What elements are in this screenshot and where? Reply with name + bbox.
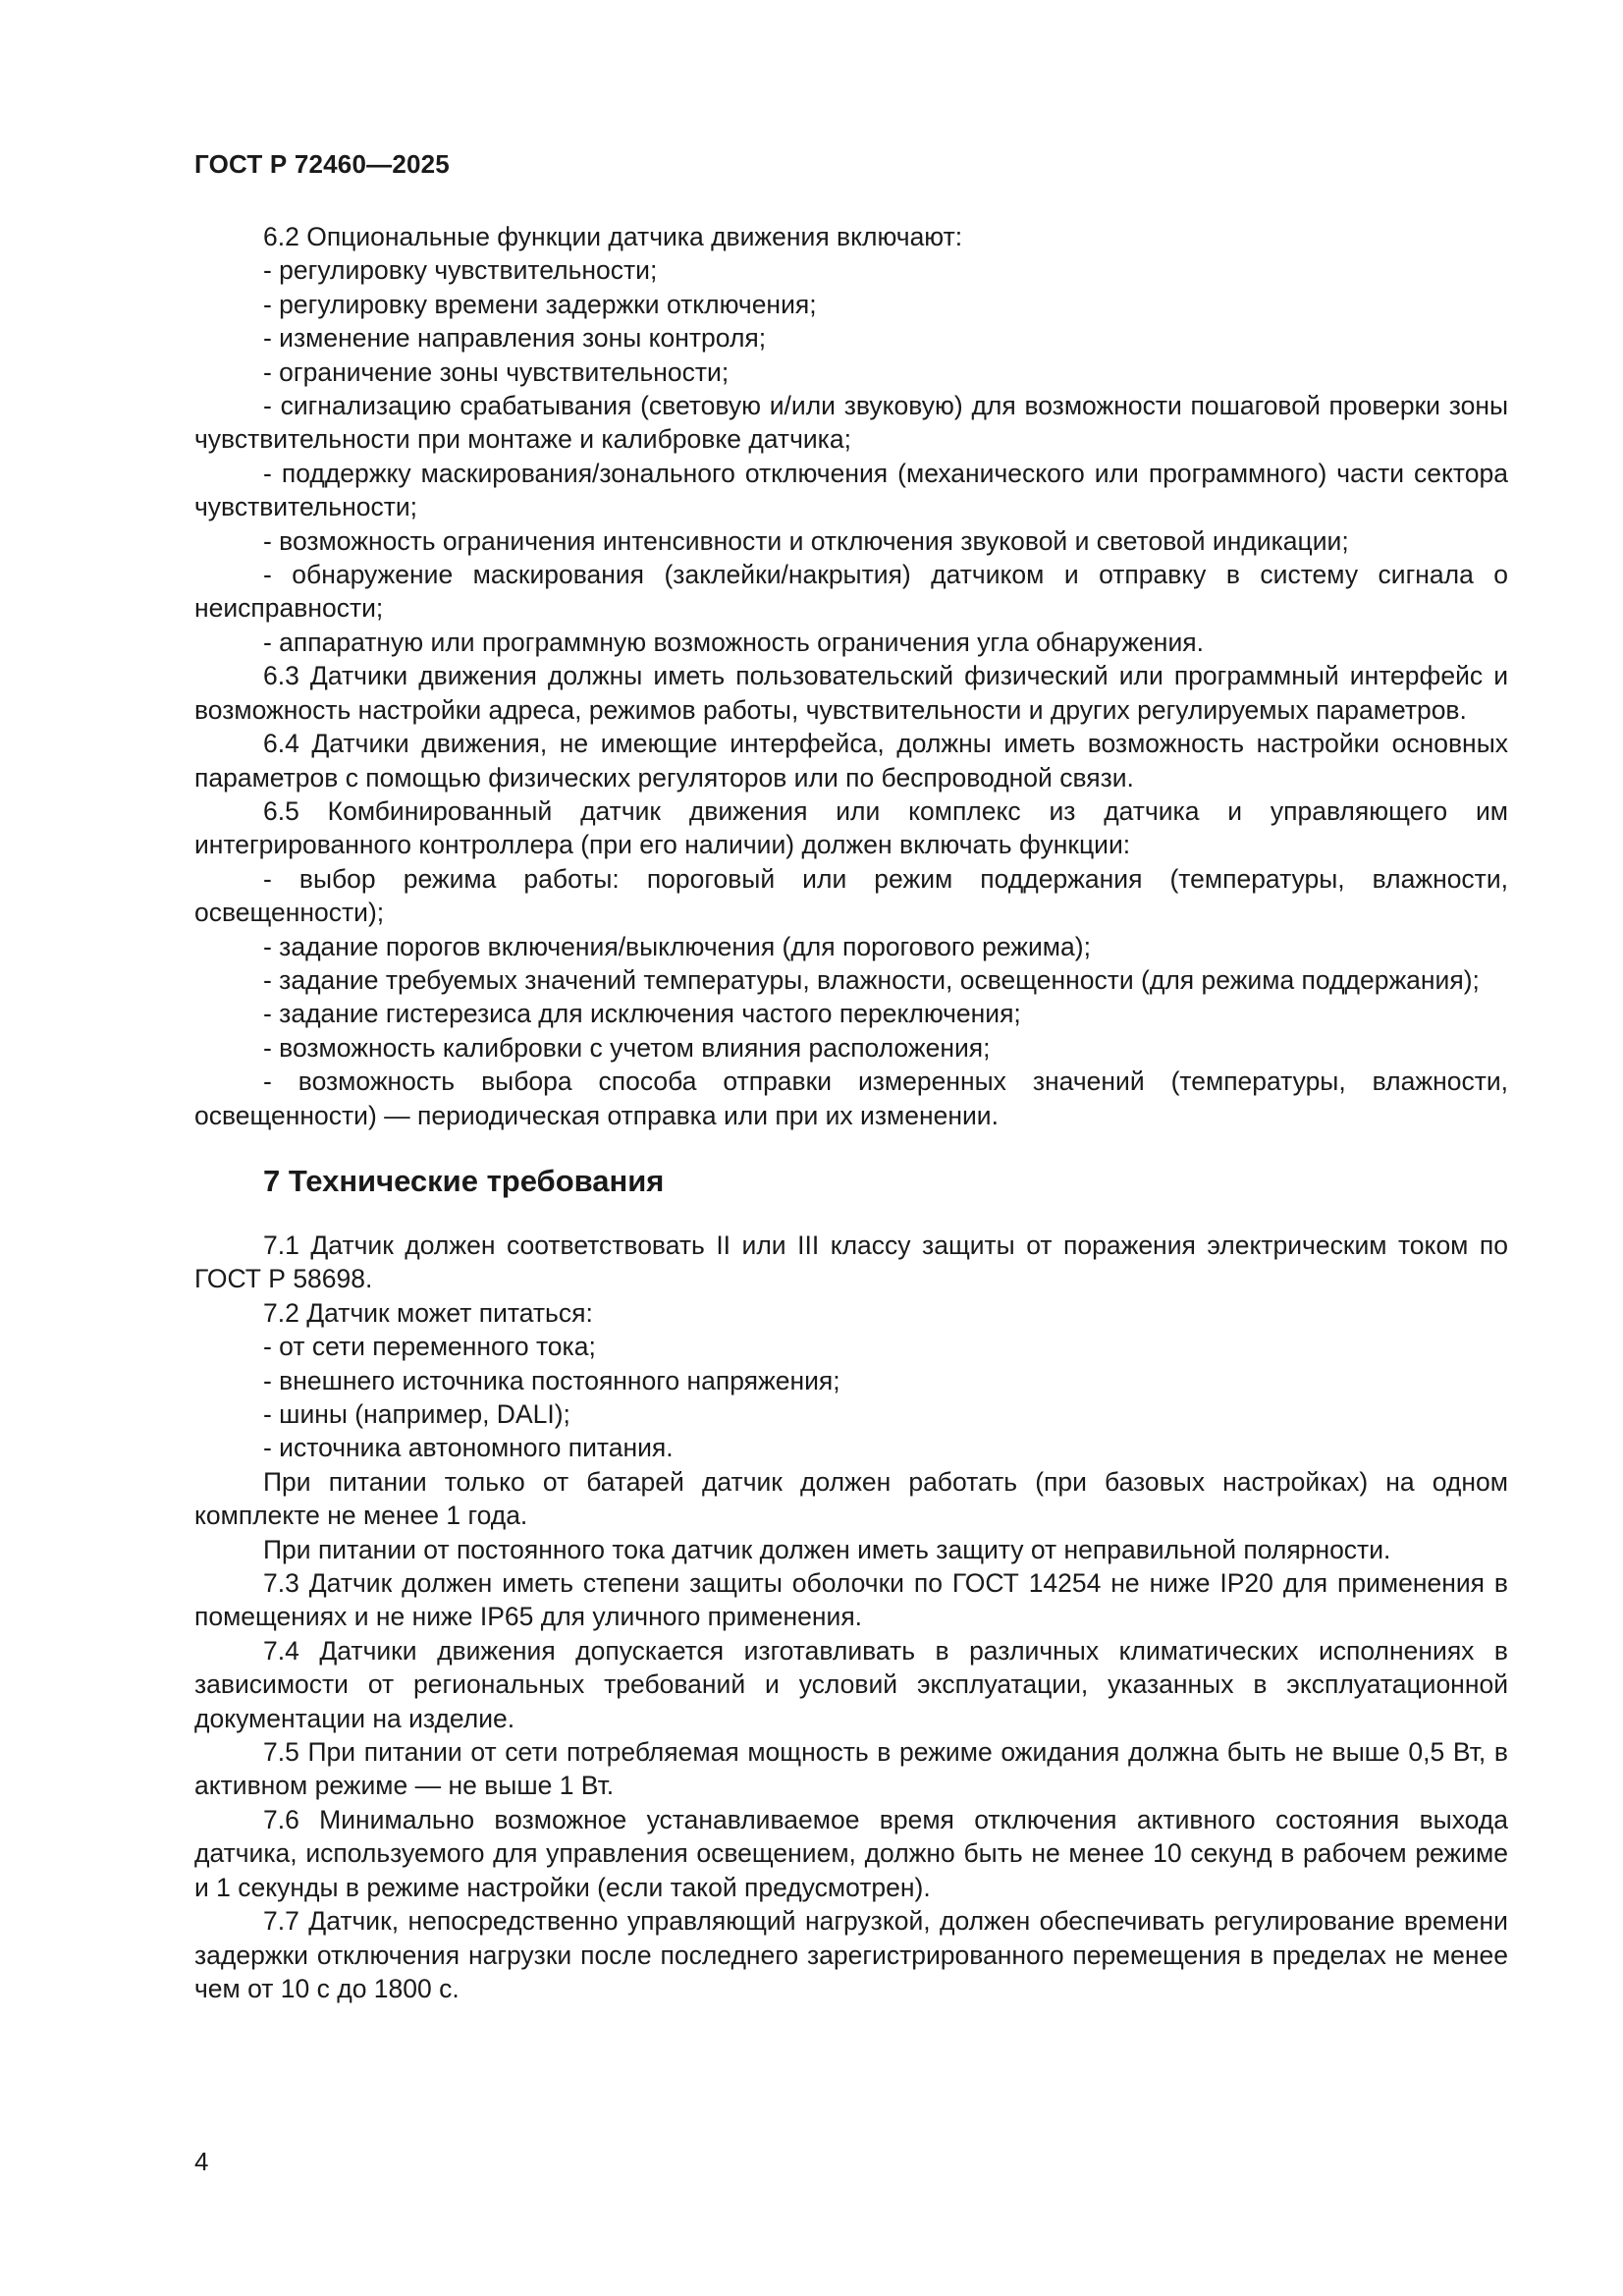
clause-7-5: 7.5 При питании от сети потребляемая мощность в режиме ожидания должна быть не выше 0,5 Вт, в активном режиме — не выше 1 Вт. [194,1737,1508,1801]
clause-6-4: 6.4 Датчики движения, не имеющие интерфейса, должны иметь возможность настройки основных параметров с помощью физических регуляторов или по беспроводной связи. [194,729,1508,793]
document-body [194,220,1508,2005]
list-item: - от сети переменного тока; [263,1332,596,1362]
list-item: - регулировку чувствительности; [263,255,658,286]
clause-7-6: 7.6 Минимально возможное устанавливаемое время отключения активного состояния выхода датчика, используемого для управления освещением, должно быть не менее 10 секунд в рабочем режиме и 1 секунды в режиме настройки (если такой предусмотрен). [194,1804,1508,1902]
clause-7-7: 7.7 Датчик, непосредственно управляющий нагрузкой, должен обеспечивать регулирование времени задержки отключения нагрузки после последнего зарегистрированного перемещения в пределах не менее чем от 10 с до 1800 с. [194,1906,1508,2003]
list-item: - ограничение зоны чувствительности; [263,356,730,387]
list-item: - задание гистерезиса для исключения частого переключения; [263,999,1021,1029]
clause-6-2: 6.2 Опциональные функции датчика движения включают: [263,222,963,251]
list-item: - возможность ограничения интенсивности и отключения звуковой и световой индикации; [263,525,1349,556]
list-item: - аппаратную или программную возможность ограничения угла обнаружения. [263,627,1204,657]
list-item: - шины (например, DALI); [263,1399,570,1429]
list-item: - регулировку времени задержки отключения; [263,289,817,319]
clause-6-5: 6.5 Комбинированный датчик движения или комплекс из датчика и управляющего им интегрированного контроллера (при его наличии) должен включать функции: [194,795,1508,860]
clause-7-1: 7.1 Датчик должен соответствовать II или III классу защиты от поражения электрическим током по ГОСТ Р 58698. [194,1230,1508,1294]
list-item: - изменение направления зоны контроля; [263,323,767,354]
clause-7-2: 7.2 Датчик может питаться: [263,1297,593,1328]
list-item: - задание требуемых значений температуры, влажности, освещенности (для режима поддержания); [263,964,1480,995]
list-item: - задание порогов включения/выключения (для порогового режима); [263,931,1091,961]
body-paragraph: При питании от постоянного тока датчик должен иметь защиту от неправильной полярности. [263,1534,1391,1564]
list-item: - выбор режима работы: пороговый или режим поддержания (температуры, влажности, освещенности); [194,863,1508,928]
list-item: - источника автономного питания. [263,1433,674,1463]
clause-7-4: 7.4 Датчики движения допускается изготавливать в различных климатических исполнениях в зависимости от региональных требований и условий эксплуатации, указанных в эксплуатационной документации на изделие. [194,1635,1508,1733]
clause-7-3: 7.3 Датчик должен иметь степени защиты оболочки по ГОСТ 14254 не ниже IP20 для применения в помещениях и не ниже IP65 для уличного применения. [194,1568,1508,1632]
list-item: - обнаружение маскирования (заклейки/накрытия) датчиком и отправку в систему сигнала о неисправности; [194,560,1508,624]
document-code-header: ГОСТ Р 72460—2025 [194,149,450,179]
clause-6-3: 6.3 Датчики движения должны иметь пользовательский физический или программный интерфейс и возможность настройки адреса, режимов работы, чувствительности и других регулируемых параметров. [194,661,1508,725]
page-number: 4 [194,2147,209,2176]
list-item: - внешнего источника постоянного напряжения; [263,1365,840,1395]
list-item: - поддержку маскирования/зонального отключения (механического или программного) части сектора чувствительности; [194,458,1508,522]
list-item: - возможность выбора способа отправки измеренных значений (температуры, влажности, освещенности) — периодическая отправка или при их изменении. [194,1066,1508,1130]
list-item: - возможность калибровки с учетом влияния расположения; [263,1032,991,1063]
body-paragraph: При питании только от батарей датчик должен работать (при базовых настройках) на одном комплекте не менее 1 года. [194,1466,1508,1531]
section-title: 7 Технические требования [263,1163,665,1198]
list-item: - сигнализацию срабатывания (световую и/или звуковую) для возможности пошаговой проверки зоны чувствительности при монтаже и калибровке датчика; [194,391,1508,455]
